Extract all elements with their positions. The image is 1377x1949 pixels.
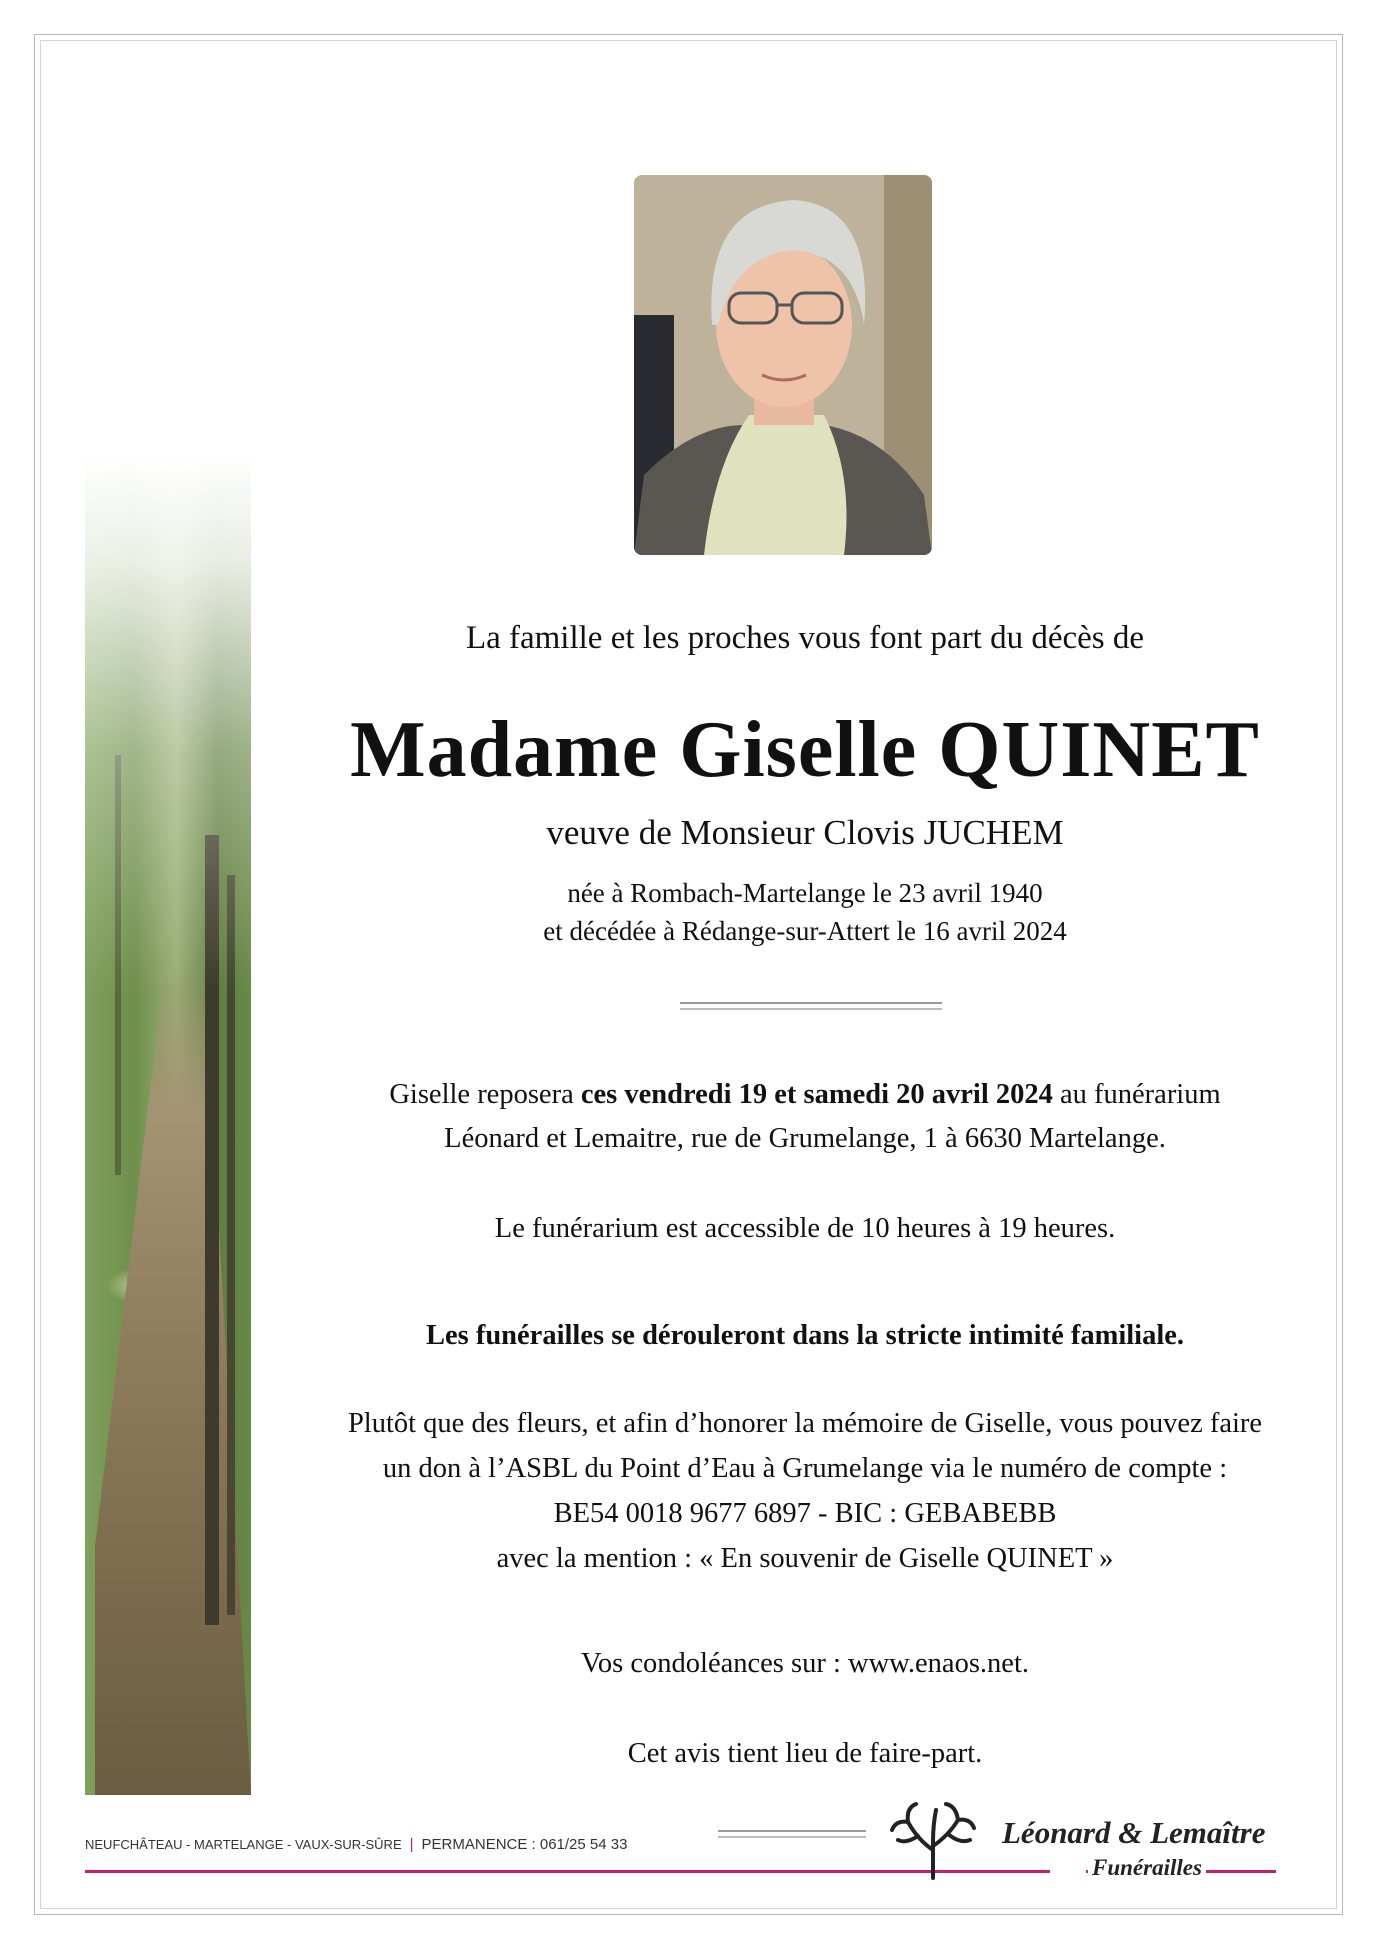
repose-text	[260, 1079, 1350, 1111]
bank-account: BE54 0018 9677 6897 - BIC : GEBABEBB	[553, 1498, 1057, 1529]
forest-fade	[85, 455, 251, 1795]
don-line: Plutôt que des fleurs, et afin d’honorer la mémoire de Giselle, vous pouvez faire	[347, 1408, 1263, 1439]
death-text: et décédée à Rédange-sur-Attert le 16 avril 2024	[543, 916, 1067, 946]
faire-part-text: Cet avis tient lieu de faire-part.	[627, 1738, 983, 1769]
tree-logo-icon	[888, 1800, 978, 1880]
birth-text: née à Rombach-Martelange le 23 avril 1940	[567, 878, 1043, 908]
don-line: un don à l’ASBL du Point d’Eau à Grumelange via le numéro de compte :	[382, 1453, 1228, 1484]
deceased-name: Madame Giselle QUINET	[350, 706, 1260, 794]
repose-suffix: au funérarium	[1052, 1079, 1221, 1110]
repose-address: Léonard et Lemaitre, rue de Grumelange, 1 à 6630 Martelange.	[444, 1123, 1166, 1154]
footer-permanence: PERMANENCE : 061/25 54 33	[421, 1836, 628, 1853]
footer-rule	[718, 1836, 866, 1838]
don-mention: avec la mention : « En souvenir de Giselle QUINET »	[496, 1543, 1114, 1574]
footer-separator: |	[409, 1836, 414, 1853]
intimite-text: Les funérailles se dérouleront dans la stricte intimité familiale.	[425, 1320, 1185, 1351]
spouse-text: veuve de Monsieur Clovis JUCHEM	[546, 813, 1064, 852]
repose-prefix: Giselle reposera	[389, 1079, 581, 1110]
footer-locations: NEUFCHÂTEAU - MARTELANGE - VAUX-SUR-SÛRE	[85, 1837, 402, 1852]
brand-subtitle: Funérailles	[1088, 1855, 1206, 1881]
condoleances-text: Vos condoléances sur : www.enaos.net.	[581, 1648, 1029, 1679]
footer-info	[85, 1836, 627, 1853]
repose-dates: ces vendredi 19 et samedi 20 avril 2024	[580, 1079, 1053, 1110]
divider-line	[680, 1002, 942, 1004]
portrait-photo	[634, 175, 932, 555]
footer-rule	[718, 1830, 866, 1832]
access-hours: Le funérarium est accessible de 10 heures à 19 heures.	[494, 1213, 1116, 1244]
forest-path-image	[85, 455, 251, 1795]
intro-text: La famille et les proches vous font part du décès de	[465, 620, 1145, 656]
divider-line	[680, 1008, 942, 1010]
brand-name: Léonard & Lemaître	[1002, 1815, 1266, 1850]
